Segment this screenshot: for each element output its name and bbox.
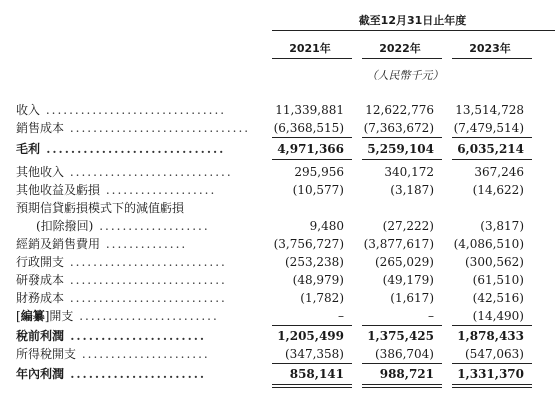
- year-rule-2021: [272, 58, 352, 59]
- dot-leader: ..............: [100, 237, 188, 251]
- row-label: (扣除撥回): [36, 219, 94, 233]
- table-row-profit-before-tax: [0, 327, 555, 345]
- value-2023: (3,817): [480, 219, 524, 233]
- value-2021: 9,480: [309, 219, 344, 233]
- value-2021: 4,971,366: [277, 142, 344, 156]
- dot-leader: ...........................: [64, 273, 227, 287]
- row-label: 銷售成本: [16, 121, 65, 135]
- dot-leader: ...................: [93, 219, 210, 233]
- table-row: [0, 271, 555, 289]
- row-label: 其他收入: [16, 165, 65, 179]
- value-2022: 340,172: [384, 165, 434, 179]
- value-2023: 6,035,214: [457, 142, 524, 156]
- table-row: [0, 199, 555, 217]
- row-label: 研發成本: [16, 273, 65, 287]
- value-2021: (6,368,515): [273, 121, 344, 135]
- value-2021: –: [338, 309, 344, 323]
- value-2022: 988,721: [379, 367, 434, 381]
- value-2021: (10,577): [292, 183, 344, 197]
- row-label: 年內利潤: [16, 367, 65, 381]
- row-label: 經銷及銷售費用: [16, 237, 101, 251]
- value-2021: 1,205,499: [277, 329, 344, 343]
- value-2023: (547,063): [465, 347, 524, 361]
- subtotal-rule: [452, 325, 532, 326]
- double-rule-bottom: [452, 387, 532, 388]
- table-row: [0, 235, 555, 253]
- subtotal-rule: [452, 137, 532, 138]
- subtotal-rule: [272, 325, 352, 326]
- table-row: [編纂]開支 ........................ – – (14,490): [16, 309, 524, 323]
- value-2021: (1,782): [300, 291, 344, 305]
- subtotal-rule: [362, 363, 442, 364]
- dot-leader: .............................: [40, 142, 226, 156]
- subtotal-rule: [362, 159, 442, 160]
- row-label: 毛利: [16, 142, 41, 156]
- unit-label: （人民幣千元）: [366, 69, 444, 82]
- table-row: [0, 289, 555, 307]
- header-rule: [272, 30, 555, 31]
- table-row: [0, 181, 555, 199]
- value-2021: 295,956: [294, 165, 344, 179]
- subtotal-rule: [272, 137, 352, 138]
- value-2023: 1,878,433: [457, 329, 524, 343]
- subtotal-rule: [362, 137, 442, 138]
- dot-leader: ........................: [73, 309, 219, 323]
- value-2022: (7,363,672): [363, 121, 434, 135]
- table-row: [0, 217, 555, 235]
- row-label: 預期信貸虧損模式下的減值虧損: [16, 201, 185, 215]
- dot-leader: ...............................: [40, 103, 227, 117]
- table-row: [0, 101, 555, 119]
- period-header: 截至12月31日止年度: [358, 14, 467, 27]
- dot-leader: ...........................: [64, 255, 227, 269]
- row-label: 開支: [49, 309, 74, 323]
- dot-leader: ......................: [64, 367, 207, 381]
- value-2022: (1,617): [390, 291, 434, 305]
- value-2022: –: [428, 309, 434, 323]
- value-2023: (14,490): [472, 309, 524, 323]
- year-header-2021: 2021年: [289, 42, 331, 55]
- double-rule-top: [362, 384, 442, 385]
- subtotal-rule: [272, 159, 352, 160]
- year-rule-2023: [452, 58, 532, 59]
- subtotal-rule: [452, 159, 532, 160]
- value-2022: (3,877,617): [363, 237, 434, 251]
- table-row: [0, 345, 555, 363]
- dot-leader: ...............................: [64, 121, 251, 135]
- dot-leader: ......................: [64, 329, 207, 343]
- value-2021: (48,979): [292, 273, 344, 287]
- subtotal-rule: [452, 363, 532, 364]
- value-2022: 1,375,425: [367, 329, 434, 343]
- value-2021: 11,339,881: [275, 103, 344, 117]
- row-label: 收入: [16, 103, 41, 117]
- table-row-gross-profit: [0, 140, 555, 158]
- dot-leader: ...................: [100, 183, 217, 197]
- dot-leader: ......................: [76, 347, 210, 361]
- value-2023: (61,510): [472, 273, 524, 287]
- value-2021: (3,756,727): [273, 237, 344, 251]
- table-row: [0, 119, 555, 137]
- row-label: 財務成本: [16, 291, 65, 305]
- double-rule-top: [452, 384, 532, 385]
- year-rule-2022: [362, 58, 442, 59]
- value-2023: (42,516): [472, 291, 524, 305]
- value-2022: (265,029): [375, 255, 434, 269]
- value-2023: 1,331,370: [457, 367, 524, 381]
- row-label: 行政開支: [16, 255, 65, 269]
- table-row: [0, 253, 555, 271]
- double-rule-top: [272, 384, 352, 385]
- value-2022: (3,187): [390, 183, 434, 197]
- value-2023: (7,479,514): [453, 121, 524, 135]
- dot-leader: ............................: [64, 165, 233, 179]
- value-2022: (49,179): [382, 273, 434, 287]
- subtotal-rule: [362, 325, 442, 326]
- value-2023: (14,622): [472, 183, 524, 197]
- row-label: 所得稅開支: [16, 347, 77, 361]
- value-2021: 858,141: [289, 367, 344, 381]
- value-2023: 13,514,728: [455, 103, 524, 117]
- year-header-2022: 2022年: [379, 42, 421, 55]
- value-2023: 367,246: [474, 165, 524, 179]
- value-2023: (300,562): [465, 255, 524, 269]
- value-2023: (4,086,510): [453, 237, 524, 251]
- value-2022: 12,622,776: [365, 103, 434, 117]
- row-label: 其他收益及虧損: [16, 183, 101, 197]
- subtotal-rule: [272, 363, 352, 364]
- year-header-2023: 2023年: [469, 42, 511, 55]
- redacted-label: 編纂: [20, 309, 45, 323]
- dot-leader: ...........................: [64, 291, 227, 305]
- value-2022: 5,259,104: [367, 142, 434, 156]
- value-2021: (253,238): [285, 255, 344, 269]
- row-label: 稅前利潤: [16, 329, 65, 343]
- value-2021: (347,358): [285, 347, 344, 361]
- double-rule-bottom: [362, 387, 442, 388]
- value-2022: (386,704): [375, 347, 434, 361]
- table-row-profit-for-year: [0, 365, 555, 383]
- table-row: [0, 163, 555, 181]
- value-2022: (27,222): [382, 219, 434, 233]
- double-rule-bottom: [272, 387, 352, 388]
